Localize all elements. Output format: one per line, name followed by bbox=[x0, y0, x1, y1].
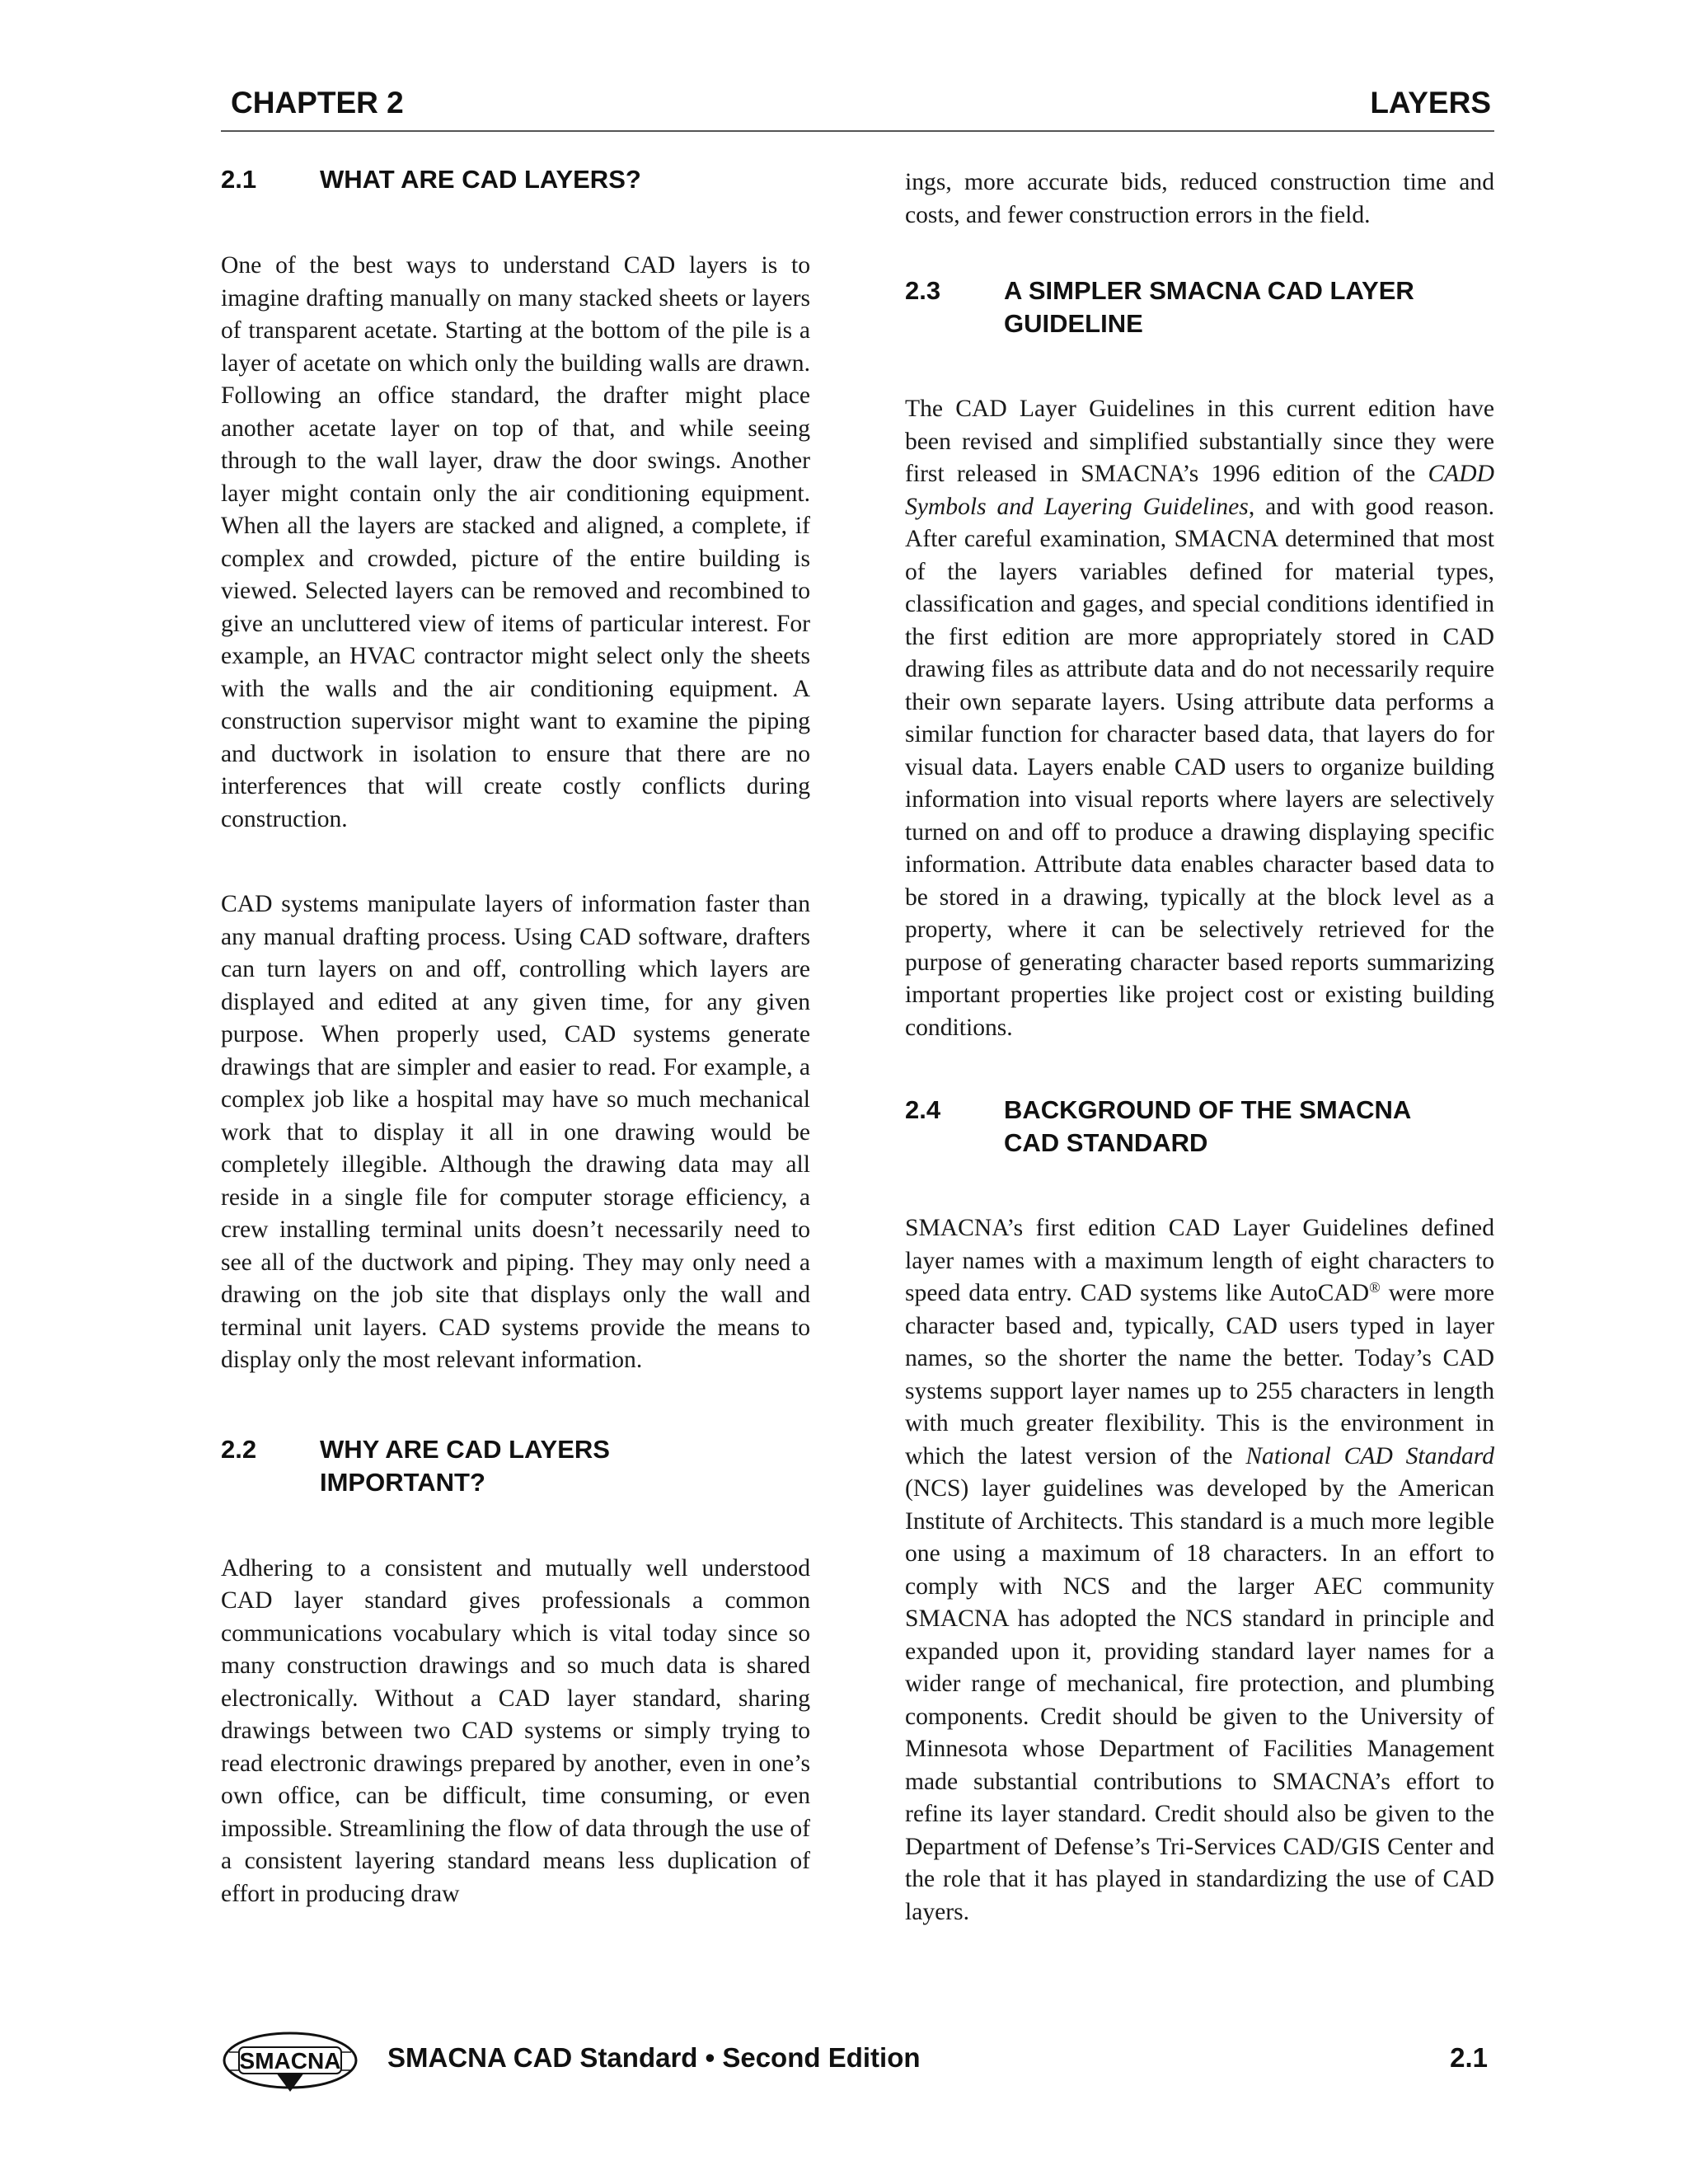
text-run: (NCS) layer guidelines was developed by the American Institute of Architects. This standard is a much more legible one using a maximum of 18 characters. In an effort to comply with NCS and the larger AEC community SMACNA has adopted the NCS standard in principle and expanded upon it, providing standard layer names for a wider range of mechanical, fire protection, and plumbing components. Credit should be given to the University of Minnesota whose Department of Facilities Management made substantial contributions to SMACNA’s effort to refine its layer standard. Credit should also be given to the Department of Defense’s Tri-Services CAD/GIS Center and the role that it has played in standardizing the use of CAD layers. bbox=[905, 1475, 1494, 1925]
chapter-title: LAYERS bbox=[1370, 86, 1491, 120]
section-2-1-paragraph-2: CAD systems manipulate layers of information faster than any manual drafting process. Using CAD software, drafters can turn layers on and off, controlling which layers are displayed and edited at any given time, for any given purpose. When properly used, CAD systems generate drawings that are simpler and easier to read. For example, a complex job like a hospital may have so much mechanical work that to display it all in one drawing would be completely illegible. Although the drawing data may all reside in a single file for computer storage efficiency, a crew installing terminal units doesn’t necessarily need to see all of the ductwork and piping. They may only need a drawing on the job site that displays only the wall and terminal unit layers. CAD systems provide the means to display only the most relevant information. bbox=[221, 891, 810, 1373]
section-2-3-paragraph-1 bbox=[905, 393, 1494, 1044]
section-2-3-heading bbox=[905, 274, 1494, 340]
section-title-line-1: BACKGROUND OF THE SMACNA bbox=[1004, 1095, 1412, 1124]
section-title-line-2: IMPORTANT? bbox=[320, 1467, 485, 1497]
page-number: 2.1 bbox=[1450, 2042, 1488, 2073]
section-number: 2.3 bbox=[905, 276, 941, 305]
section-number: 2.1 bbox=[221, 165, 257, 194]
smacna-logo bbox=[221, 2027, 359, 2093]
section-title bbox=[1004, 274, 1494, 340]
publication-title: National CAD Standard bbox=[1245, 1442, 1494, 1469]
section-number: 2.4 bbox=[905, 1095, 941, 1124]
section-2-4-heading bbox=[905, 1094, 1494, 1160]
right-column bbox=[905, 163, 1494, 1929]
logo-text: SMACNA bbox=[239, 2048, 341, 2074]
section-2-1-heading bbox=[221, 163, 810, 196]
text-run: were more character based and, typically, CAD users typed in layer names, so the shorter the name the better. Today’s CAD systems support layer names up to 255 characters in length with much greater flexibility. This is the environment in which the latest version of the bbox=[905, 1280, 1494, 1469]
text-run: , and with good reason. After careful examination, SMACNA determined that most of the layers variables defined for material types, classification and gages, and special conditions identified in the first edition are more appropriately stored in CAD drawing files as attribute data and do not necessarily require their own separate layers. Using attribute data performs a similar function for character based data, that layers do for visual data. Layers enable CAD users to organize building information into visual reports where layers are selectively turned on and off to produce a drawing displaying specific information. Attribute data enables character based data to be stored in a drawing, typically at the block level as a property, where it can be selectively retrieved for the purpose of generating character based reports summarizing important properties like project cost or existing building conditions. bbox=[905, 493, 1495, 1041]
footer-title: SMACNA CAD Standard • Second Edition bbox=[387, 2042, 921, 2073]
section-2-1-paragraph-1: One of the best ways to understand CAD layers is to imagine drafting manually on many stacked sheets or layers of transparent acetate. Starting at the bottom of the pile is a layer of acetate on which only the building walls are drawn. Following an office standard, the drafter might place another acetate layer on top of that, and while seeing through to the wall layer, draw the door swings. Another layer might contain only the air conditioning equipment. When all the layers are stacked and aligned, a complete, if complex and crowded, picture of the entire building is viewed. Selected layers can be removed and recombined to give an uncluttered view of items of particular interest. For example, an HVAC contractor might select only the sheets with the walls and the air conditioning equipment. A construction supervisor might want to examine the piping and ductwork in isolation to ensure that there are no interferences that will create costly conflicts during construction. bbox=[221, 252, 810, 832]
section-title-line-1: WHY ARE CAD LAYERS bbox=[320, 1434, 610, 1464]
section-2-2-heading bbox=[221, 1433, 810, 1499]
section-title-line-2: GUIDELINE bbox=[1004, 309, 1143, 338]
section-title-line-1: A SIMPLER SMACNA CAD LAYER bbox=[1004, 276, 1414, 305]
section-number: 2.2 bbox=[221, 1434, 257, 1464]
publication-title: CADD Symbols and Layering Guidelines bbox=[905, 461, 1494, 520]
chapter-label: CHAPTER 2 bbox=[231, 86, 404, 120]
section-2-2-paragraph-1: Adhering to a consistent and mutually well understood CAD layer standard gives professionals a common communications vocabulary which is vital today since so many construction drawings and so much data is shared electronically. Without a CAD layer standard, sharing drawings between two CAD systems or simply trying to read electronic drawings prepared by another, even in one’s own office, can be difficult, time consuming, or even impossible. Streamlining the flow of data through the use of a consistent layering standard means less duplication of effort in producing draw bbox=[221, 1554, 810, 1907]
section-2-2-paragraph-continued: ings, more accurate bids, reduced construction time and costs, and fewer construction errors in the field. bbox=[905, 169, 1494, 228]
section-title: WHAT ARE CAD LAYERS? bbox=[320, 165, 641, 194]
page-header bbox=[221, 81, 1494, 132]
section-title-line-2: CAD STANDARD bbox=[1004, 1128, 1208, 1157]
section-title bbox=[1004, 1094, 1494, 1160]
page-footer bbox=[221, 2027, 1494, 2093]
left-column bbox=[221, 163, 810, 1910]
text-run: The CAD Layer Guidelines in this current edition have been revised and simplified substantially since they were first released in SMACNA’s 1996 edition of the bbox=[905, 396, 1494, 487]
text-run: SMACNA’s first edition CAD Layer Guidelines defined layer names with a maximum length of eight characters to speed data entry. CAD systems like AutoCAD bbox=[905, 1215, 1494, 1306]
section-title bbox=[320, 1433, 810, 1499]
section-2-4-paragraph-1 bbox=[905, 1212, 1494, 1929]
registered-mark: ® bbox=[1369, 1279, 1381, 1296]
